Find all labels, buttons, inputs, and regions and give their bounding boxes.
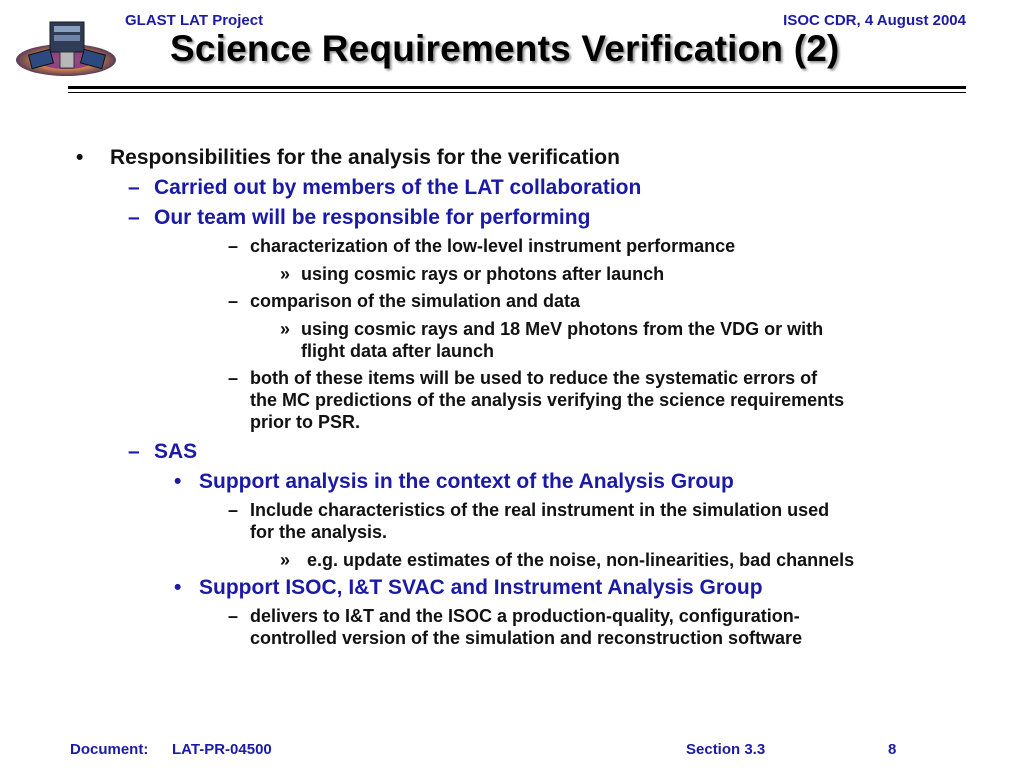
dash-marker: – bbox=[228, 500, 239, 520]
page-title: Science Requirements Verification (2) bbox=[170, 28, 840, 69]
header-project: GLAST LAT Project bbox=[125, 12, 264, 29]
bullet-text: using cosmic rays or photons after launch bbox=[301, 264, 665, 284]
bullet-text: characterization of the low-level instrument performance bbox=[250, 236, 736, 256]
bullet-marker: • bbox=[76, 146, 84, 169]
bullet-text: Support ISOC, I&T SVAC and Instrument Analysis Group bbox=[199, 576, 763, 599]
chevron-marker: » bbox=[280, 319, 291, 339]
title-divider-thin bbox=[68, 92, 966, 93]
header-event: ISOC CDR, 4 August 2004 bbox=[783, 12, 966, 29]
bullet-text: comparison of the simulation and data bbox=[250, 291, 581, 311]
footer-section: Section 3.3 bbox=[686, 741, 766, 758]
glast-satellite-logo-icon bbox=[10, 8, 122, 90]
dash-marker: – bbox=[228, 236, 239, 256]
dash-marker: – bbox=[228, 368, 239, 388]
bullet-text: Support analysis in the context of the Analysis Group bbox=[199, 470, 734, 493]
bullet-text: using cosmic rays and 18 MeV photons from the VDG or with bbox=[301, 319, 824, 339]
bullet-text: delivers to I&T and the ISOC a production-quality, configuration- bbox=[250, 606, 800, 626]
footer-page-number: 8 bbox=[888, 741, 897, 758]
footer-document-label: Document: bbox=[70, 741, 149, 758]
dash-marker: – bbox=[228, 606, 239, 626]
bullet-text: Carried out by members of the LAT collaboration bbox=[154, 176, 642, 199]
dash-marker: – bbox=[128, 440, 140, 463]
bullet-text: both of these items will be used to reduce the systematic errors of bbox=[250, 368, 818, 388]
bullet-text: Responsibilities for the analysis for the verification bbox=[110, 146, 620, 169]
bullet-text: flight data after launch bbox=[301, 341, 495, 361]
bullet-text: controlled version of the simulation and reconstruction software bbox=[250, 628, 803, 648]
bullet-text: Include characteristics of the real instrument in the simulation used bbox=[250, 500, 830, 520]
bullet-text: Our team will be responsible for performing bbox=[154, 206, 591, 229]
chevron-marker: » bbox=[280, 550, 291, 570]
bullet-text: e.g. update estimates of the noise, non-linearities, bad channels bbox=[307, 550, 855, 570]
title-divider bbox=[68, 86, 966, 89]
bullet-text: the MC predictions of the analysis verifying the science requirements bbox=[250, 390, 845, 410]
footer-document-id: LAT-PR-04500 bbox=[172, 741, 272, 758]
dash-marker: – bbox=[128, 206, 140, 229]
bullet-marker: • bbox=[174, 576, 182, 599]
dash-marker: – bbox=[228, 291, 239, 311]
bullet-text: SAS bbox=[154, 440, 198, 463]
bullet-text: prior to PSR. bbox=[250, 412, 361, 432]
bullet-text: for the analysis. bbox=[250, 522, 388, 542]
chevron-marker: » bbox=[280, 264, 291, 284]
dash-marker: – bbox=[128, 176, 140, 199]
bullet-marker: • bbox=[174, 470, 182, 493]
